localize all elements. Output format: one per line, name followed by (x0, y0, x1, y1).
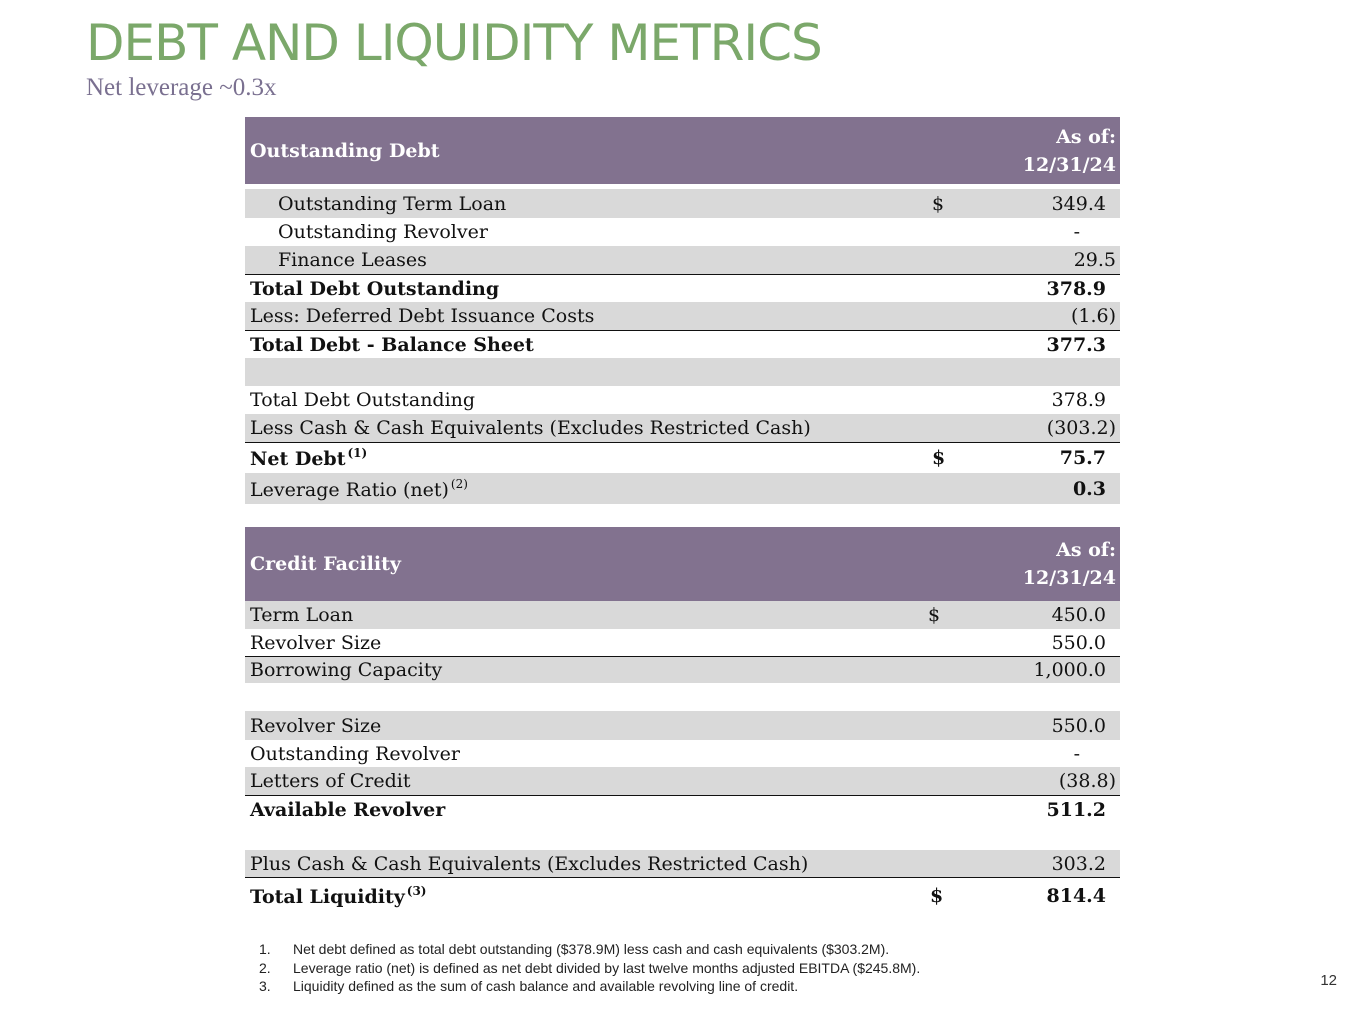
row-value: 303.2 (1051, 852, 1106, 875)
row-value: (1.6) (1070, 305, 1116, 327)
row-value: 511.2 (1046, 799, 1106, 821)
table-row (245, 877, 1120, 913)
table-row (245, 246, 1120, 274)
footnote-ref: (2) (450, 476, 468, 491)
footnote-number: 2. (259, 959, 271, 976)
row-label: Outstanding Term Loan (278, 192, 507, 215)
row-value: 450.0 (1051, 604, 1106, 626)
currency-symbol: $ (928, 604, 941, 626)
row-value: 550.0 (1051, 714, 1106, 737)
row-label: Finance Leases (278, 249, 427, 271)
as-of-value: 12/31/24 (1022, 153, 1116, 176)
row-value: 0.3 (1072, 477, 1106, 500)
table-row (245, 795, 1120, 824)
row-value: 377.3 (1046, 333, 1106, 356)
table-row (245, 274, 1120, 302)
outstanding-debt-table (245, 117, 1120, 504)
header-label: Outstanding Debt (250, 139, 440, 162)
row-label (245, 446, 367, 470)
currency-symbol: $ (932, 192, 945, 215)
table-row (245, 473, 1120, 504)
table-header (245, 527, 1120, 601)
row-label: Revolver Size (250, 631, 382, 654)
table-row (245, 767, 1120, 795)
as-of-date (1023, 123, 1116, 179)
footnote-text: Leverage ratio (net) is defined as net debt divided by last twelve months adjusted EBITDA ($245.8M). (293, 959, 921, 976)
table-row (245, 218, 1120, 246)
row-label: Term Loan (250, 604, 354, 626)
row-value: 349.4 (1051, 192, 1106, 215)
row-label: Borrowing Capacity (250, 659, 443, 681)
table-row (245, 442, 1120, 473)
footnotes (259, 940, 920, 996)
row-value: - (1073, 221, 1080, 243)
table-row (245, 330, 1120, 358)
as-of-date (1023, 536, 1116, 592)
row-value: (38.8) (1058, 770, 1116, 792)
row-label-text: Leverage Ratio (net) (250, 478, 449, 501)
row-label: Total Debt Outstanding (250, 389, 476, 411)
row-value: 29.5 (1073, 249, 1116, 271)
row-label (245, 884, 426, 908)
credit-facility-table (245, 527, 1120, 913)
table-row (245, 601, 1120, 629)
page-title: DEBT AND LIQUIDITY METRICS (86, 14, 822, 72)
table-row (245, 711, 1120, 740)
row-value: 550.0 (1051, 631, 1106, 654)
row-label-text: Total Liquidity (250, 885, 405, 908)
spacer-row (245, 358, 1120, 386)
row-label: Total Debt Outstanding (250, 277, 500, 300)
as-of-label: As of: (1056, 539, 1116, 561)
footnote-ref: (1) (347, 446, 368, 460)
row-label: Less: Deferred Debt Issuance Costs (250, 305, 595, 327)
row-value: (303.2) (1046, 417, 1116, 439)
table-row (245, 302, 1120, 330)
row-value: 75.7 (1059, 447, 1106, 469)
table-row (245, 386, 1120, 414)
row-label: Available Revolver (250, 799, 446, 821)
row-label: Plus Cash & Cash Equivalents (Excludes Restricted Cash) (250, 852, 809, 875)
table-row (245, 629, 1120, 656)
row-label: Revolver Size (250, 714, 382, 737)
spacer-row (245, 683, 1120, 711)
row-label: Outstanding Revolver (250, 742, 460, 765)
table-row (245, 189, 1120, 218)
row-label (245, 477, 468, 501)
footnote-item (259, 977, 920, 996)
row-value: 1,000.0 (1033, 659, 1106, 681)
row-value: - (1073, 742, 1080, 765)
row-value: 814.4 (1046, 884, 1106, 907)
row-label: Letters of Credit (250, 770, 411, 792)
footnote-number: 1. (259, 941, 271, 957)
row-label-text: Net Debt (250, 448, 346, 470)
table-header (245, 117, 1120, 184)
row-value: 378.9 (1046, 277, 1106, 300)
table-row (245, 414, 1120, 442)
footnote-number: 3. (259, 978, 271, 994)
footnote-item (259, 940, 920, 959)
currency-symbol: $ (932, 447, 946, 469)
footnote-item (259, 959, 920, 978)
table-row (245, 656, 1120, 683)
as-of-value: 12/31/24 (1022, 567, 1116, 589)
table-row (245, 850, 1120, 877)
header-label: Credit Facility (250, 553, 401, 575)
table-row (245, 740, 1120, 767)
row-label: Outstanding Revolver (278, 221, 488, 243)
page-number: 12 (1320, 972, 1337, 989)
row-value: 378.9 (1051, 389, 1106, 411)
as-of-label: As of: (1056, 125, 1116, 148)
footnote-ref: (3) (406, 883, 427, 898)
row-label: Less Cash & Cash Equivalents (Excludes Restricted Cash) (250, 417, 811, 439)
row-label: Total Debt - Balance Sheet (250, 333, 534, 356)
currency-symbol: $ (930, 884, 944, 907)
footnote-text: Net debt defined as total debt outstanding ($378.9M) less cash and cash equivalents ($303.2M). (293, 941, 890, 957)
page-subtitle: Net leverage ~0.3x (86, 74, 277, 101)
spacer-row (245, 824, 1120, 850)
footnote-text: Liquidity defined as the sum of cash balance and available revolving line of credit. (293, 978, 799, 994)
